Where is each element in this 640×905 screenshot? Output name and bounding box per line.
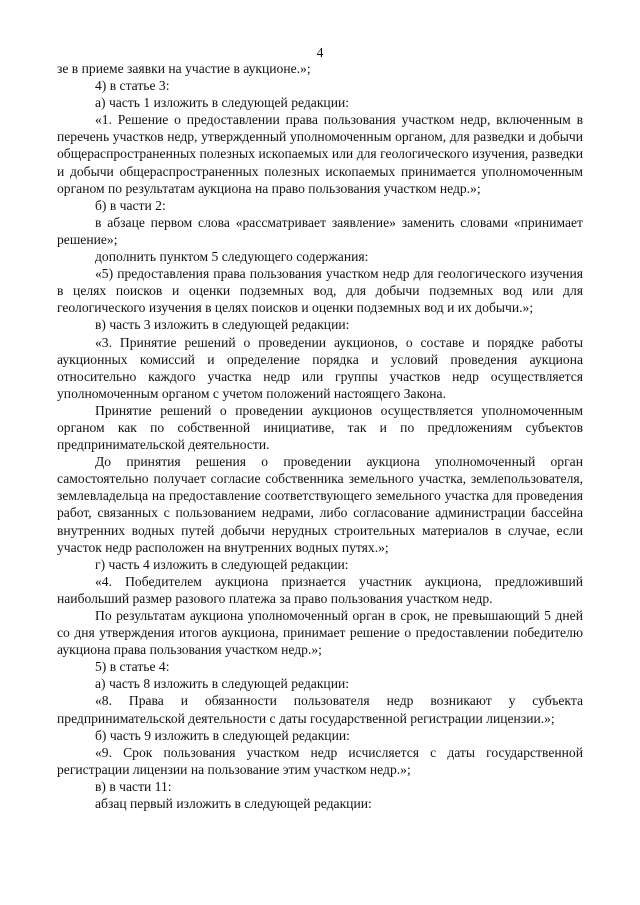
page-number: 4	[316, 45, 324, 60]
paragraph: «3. Принятие решений о проведении аукционов, о составе и порядке работы аукционных комиссий и определение порядка и условий проведения аукциона относительно каждого участка недр или группы участков недр осуществляется уполномоченным органом с учетом положений настоящего Закона.	[57, 334, 583, 401]
paragraph: зе в приеме заявки на участие в аукционе.»;	[57, 61, 311, 76]
paragraph: По результатам аукциона уполномоченный орган в срок, не превышающий 5 дней со дня утверждения итогов аукциона, принимает решение о предоставлении победителю аукциона права пользования участком недр.»;	[57, 608, 583, 658]
paragraph: 5) в статье 4:	[95, 659, 170, 675]
paragraph: в абзаце первом слова «рассматривает заявление» заменить словами «принимает решение»;	[57, 214, 583, 247]
paragraph: б) часть 9 изложить в следующей редакции:	[95, 727, 350, 743]
paragraph: а) часть 1 изложить в следующей редакции:	[95, 95, 350, 111]
paragraph: «8. Права и обязанности пользователя недр возникают у субъекта предпринимательской деятельности с даты государственной регистрации лицензии.»;	[57, 693, 583, 726]
paragraph: а) часть 8 изложить в следующей редакции:	[95, 676, 350, 692]
paragraph: г) часть 4 изложить в следующей редакции:	[95, 556, 349, 572]
paragraph: 4) в статье 3:	[95, 78, 170, 94]
paragraph: абзац первый изложить в следующей редакции:	[95, 796, 372, 812]
document-body	[57, 60, 583, 812]
paragraph: «4. Победителем аукциона признается участник аукциона, предложивший наибольший размер разового платежа за право пользования участком недр.	[57, 573, 583, 606]
paragraph: «9. Срок пользования участком недр исчисляется с даты государственной регистрации лицензии на пользование этим участком недр.»;	[57, 744, 583, 777]
paragraph: До принятия решения о проведении аукциона уполномоченный орган самостоятельно получает согласие собственника земельного участка, землепользователя, землевладельца на предоставление соответствующего земельного участка для проведения работ, связанных с пользованием недрами, либо согласование администрации бассейна внутренних водных путей добычи нерудных строительных материалов в случае, если участок недр расположен на внутренних водных путях.»;	[57, 454, 583, 555]
paragraph: в) часть 3 изложить в следующей редакции:	[95, 317, 350, 333]
paragraph: «5) предоставления права пользования участком недр для геологического изучения в целях поисков и оценки подземных вод, для добычи подземных вод или для геологического изучения в целях поисков и оценки подземных вод и их добычи.»;	[57, 266, 583, 316]
paragraph: Принятие решений о проведении аукционов осуществляется уполномоченным органом как по собственной инициативе, так и по предложениям субъектов предпринимательской деятельности.	[57, 402, 583, 453]
paragraph: б) в части 2:	[95, 197, 166, 213]
paragraph: дополнить пунктом 5 следующего содержания:	[95, 249, 369, 265]
paragraph: «1. Решение о предоставлении права пользования участком недр, включенным в перечень участков недр, утвержденный уполномоченным органом, для разведки и добычи общераспространенных полезных ископаемых или для геологического изучения, разведки и добычи общераспространенных полезных ископаемых принимается уполномоченным органом по результатам аукциона на право пользования участком недр.»;	[57, 112, 583, 196]
paragraph: в) в части 11:	[95, 778, 172, 794]
